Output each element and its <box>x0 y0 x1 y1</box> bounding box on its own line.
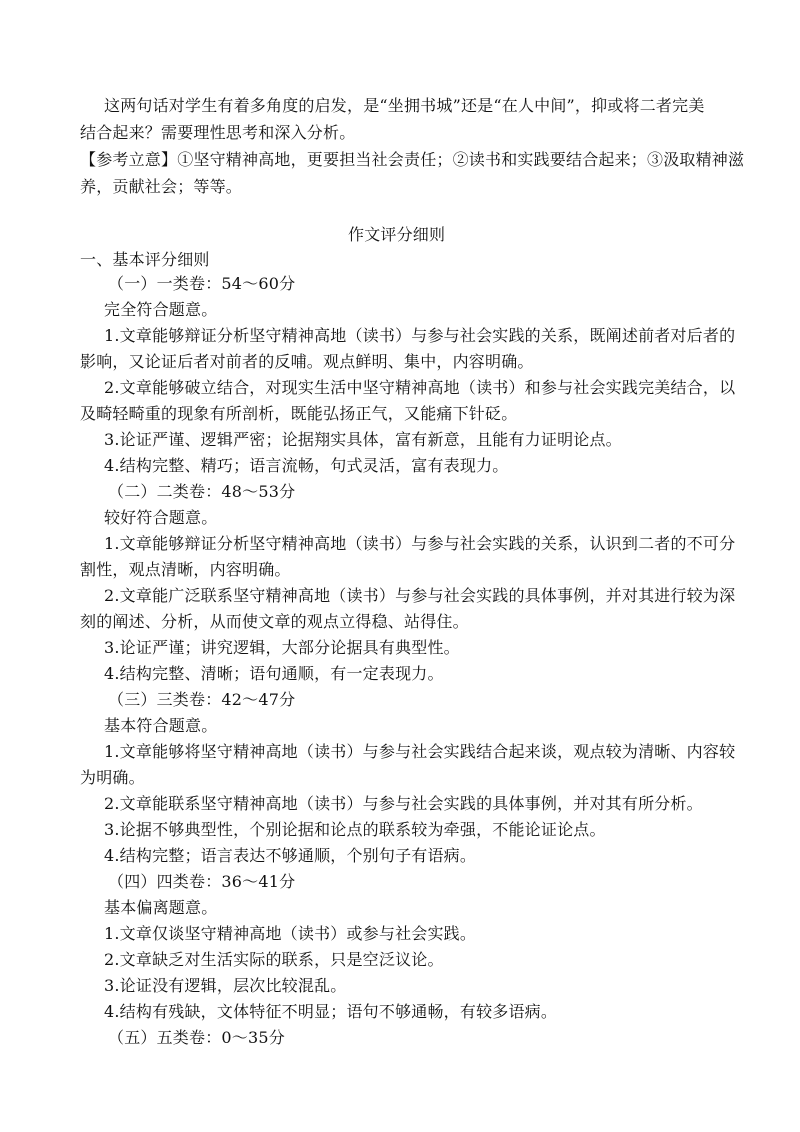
reference-theme-line: 【参考立意】①坚守精神高地，更要担当社会责任；②读书和实践要结合起来；③汲取精神滋 <box>80 150 745 169</box>
criteria-line: 及畸轻畸重的现象有所剖析，既能弘扬正气，又能痛下针砭。 <box>80 404 518 423</box>
criteria-line: 2.文章能联系坚守精神高地（读书）与参与社会实践的具体事例，并对其有所分析。 <box>104 794 703 813</box>
criteria-line: 1.文章能够辩证分析坚守精神高地（读书）与参与社会实践的关系，既阐述前者对后者的 <box>104 326 736 345</box>
criteria-line: 4.结构有残缺，文体特征不明显；语句不够通畅，有较多语病。 <box>104 1002 558 1021</box>
criteria-line: 1.文章能够将坚守精神高地（读书）与参与社会实践结合起来谈，观点较为清晰、内容较 <box>104 742 736 761</box>
criteria-line: 影响，又论证后者对前者的反哺。观点鲜明、集中，内容明确。 <box>80 352 534 371</box>
criteria-line: 3.论证严谨、逻辑严密；论据翔实具体，富有新意，且能有力证明论点。 <box>104 430 622 449</box>
grade-heading: （二）二类卷：48～53分 <box>108 482 296 501</box>
grade-heading: （一）一类卷：54～60分 <box>108 274 296 293</box>
section-heading: 一、基本评分细则 <box>80 250 210 269</box>
criteria-line: 为明确。 <box>80 768 145 787</box>
grade-summary: 基本偏离题意。 <box>104 898 218 917</box>
criteria-line: 4.结构完整、精巧；语言流畅，句式灵活，富有表现力。 <box>104 456 509 475</box>
grade-heading: （三）三类卷：42～47分 <box>108 690 296 709</box>
page-title: 作文评分细则 <box>348 225 446 244</box>
grade-heading: （四）四类卷：36～41分 <box>108 872 296 891</box>
criteria-line: 1.文章仅谈坚守精神高地（读书）或参与社会实践。 <box>104 924 477 943</box>
criteria-line: 4.结构完整、清晰；语句通顺，有一定表现力。 <box>104 664 444 683</box>
criteria-line: 1.文章能够辩证分析坚守精神高地（读书）与参与社会实践的关系，认识到二者的不可分 <box>104 534 736 553</box>
intro-text-line: 结合起来？需要理性思考和深入分析。 <box>80 123 356 142</box>
criteria-line: 刻的阐述、分析，从而使文章的观点立得稳、站得住。 <box>80 612 469 631</box>
grade-summary: 基本符合题意。 <box>104 716 218 735</box>
grade-summary: 完全符合题意。 <box>104 300 218 319</box>
grade-heading: （五）五类卷：0～35分 <box>108 1028 285 1047</box>
criteria-line: 3.论证严谨；讲究逻辑，大部分论据具有典型性。 <box>104 638 460 657</box>
criteria-line: 2.文章缺乏对生活实际的联系，只是空泛议论。 <box>104 950 444 969</box>
reference-theme-line: 养，贡献社会；等等。 <box>80 177 243 196</box>
criteria-line: 2.文章能广泛联系坚守精神高地（读书）与参与社会实践的具体事例，并对其进行较为深 <box>104 586 736 605</box>
intro-text-line: 这两句话对学生有着多角度的启发，是“坐拥书城”还是“在人中间”，抑或将二者完美 <box>104 96 705 115</box>
criteria-line: 3.论证没有逻辑，层次比较混乱。 <box>104 976 347 995</box>
criteria-line: 2.文章能够破立结合，对现实生活中坚守精神高地（读书）和参与社会实践完美结合，以 <box>104 378 736 397</box>
criteria-line: 4.结构完整；语言表达不够通顺，个别句子有语病。 <box>104 846 477 865</box>
criteria-line: 3.论据不够典型性，个别论据和论点的联系较为牵强，不能论证论点。 <box>104 820 606 839</box>
criteria-line: 割性，观点清晰，内容明确。 <box>80 560 291 579</box>
grade-summary: 较好符合题意。 <box>104 508 218 527</box>
